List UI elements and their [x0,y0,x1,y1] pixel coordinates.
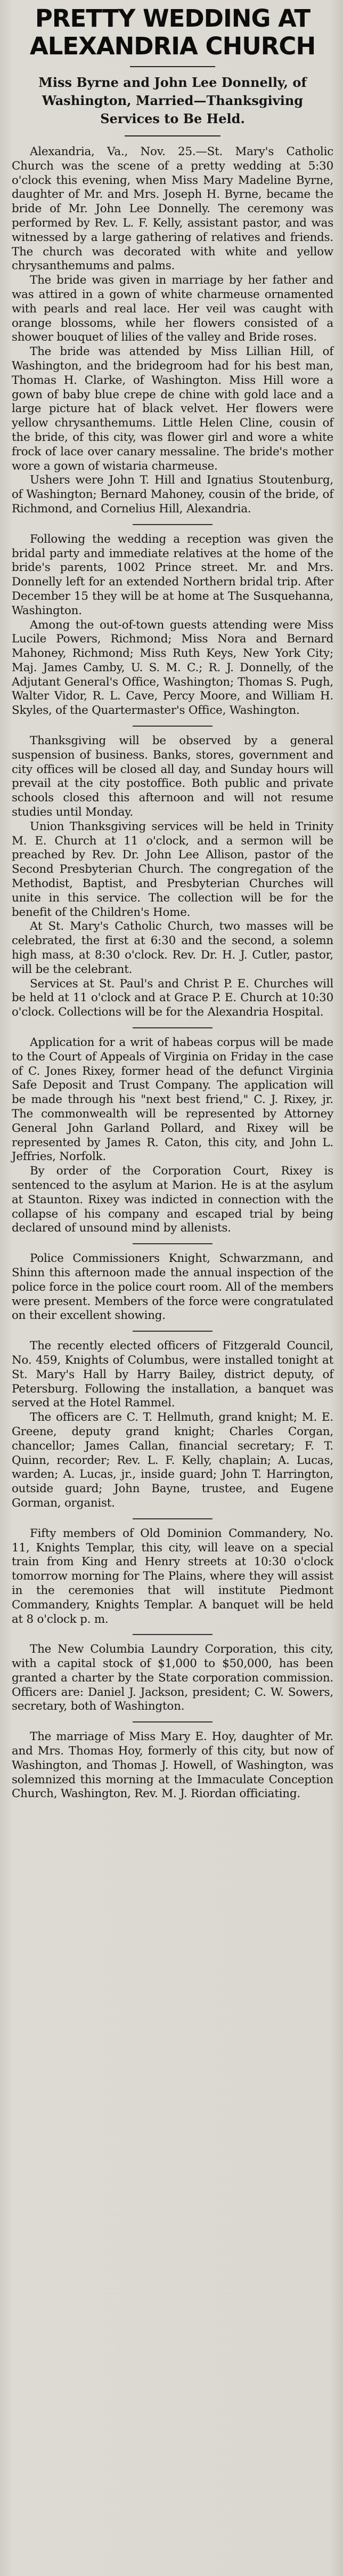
section-divider [133,726,213,727]
paragraph-wedding-intro: Alexandria, Va., Nov. 25.—St. Mary's Catholic Church was the scene of a pretty wedding at 5:30 o'clock this evening, when Miss Mary Madeline Byrne, daughter of Mr. and Mrs. Joseph H. Byrne, became the bride of Mr. John Lee Donnelly. The ceremony was performed by Rev. L. F. Kelly, assistant pastor, and was witnessed by a large gathering of relatives and friends. The church was decorated with white and yellow chrysanthemums and palms. [12,145,333,273]
paragraph-guests: Among the out-of-town guests attending were Miss Lucile Powers, Richmond; Miss Nora and Bernard Mahoney, Richmond; Miss Ruth Keys, New York City; Maj. James Camby, U. S. M. C.; R. J. Donnelly, of the Adjutant General's Office, Washington; Thomas S. Pugh, Walter Vidor, R. L. Cave, Percy Moore, and William H. Skyles, of the Quartermaster's Office, Washington. [12,618,333,718]
paragraph-union-services: Union Thanksgiving services will be held in Trinity M. E. Church at 11 o'clock, and a sermon will be preached by Rev. Dr. John Lee Allison, pastor of the Second Presbyterian Church. The congregation of the Methodist, Baptist, and Presbyterian Churches will unite in this service. The collection will be for the benefit of the Children's Home. [12,819,333,919]
section-divider [133,524,213,525]
paragraph-rixey-asylum: By order of the Corporation Court, Rixey is sentenced to the asylum at Marion. He is at the asylum at Staunton. Rixey was indicted in connection with the collapse of his company and escaped trial by being declared of unsound mind by allenists. [12,1164,333,1235]
paragraph-kofc-officers: The officers are C. T. Hellmuth, grand knight; M. E. Greene, deputy grand knight; Charles Corgan, chancellor; James Callan, financial secretary; F. T. Quinn, recorder; Rev. L. F. Kelly, chaplain; A. Lucas, warden; A. Lucas, jr., inside guard; John T. Harrington, outside guard; John Bayne, trustee, and Eugene Gorman, organist. [12,1411,333,1510]
paragraph-knights-columbus: The recently elected officers of Fitzgerald Council, No. 459, Knights of Columbus, were installed tonight at St. Mary's Hall by Harry Bailey, district deputy, of Petersburg. Following the installation, a banquet was served at the Hotel Rammel. [12,1339,333,1410]
deck-rule [125,135,220,136]
headline-line-2: ALEXANDRIA CHURCH [29,32,316,60]
headline-line-1: PRETTY WEDDING AT [35,4,311,33]
paragraph-ushers: Ushers were John T. Hill and Ignatius Stoutenburg, of Washington; Bernard Mahoney, cousin of the bride, of Richmond, and Cornelius Hill, Alexandria. [12,473,333,516]
paragraph-police-inspection: Police Commissioners Knight, Schwarzmann, and Shinn this afternoon made the annual inspection of the police force in the police court room. All of the members were present. Members of the force were congratulated on their excellent showing. [12,1252,333,1323]
paragraph-knights-templar: Fifty members of Old Dominion Commandery, No. 11, Knights Templar, this city, will leave on a special train from King and Henry streets at 10:30 o'clock tomorrow morning for The Plains, where they will assist in the ceremonies that will institute Piedmont Commandery, Knights Templar. A banquet will be held at 8 o'clock p. m. [12,1526,333,1626]
article-body [12,145,333,1801]
section-divider [133,1027,213,1028]
paragraph-hoy-howell-marriage: The marriage of Miss Mary E. Hoy, daughter of Mr. and Mrs. Thomas Hoy, formerly of this city, but now of Washington, and Thomas J. Howell, of Washington, was solemnized this morning at the Immaculate Conception Church, Washington, Rev. M. J. Riordan officiating. [12,1730,333,1801]
headline-rule [130,66,215,67]
paragraph-st-marys-masses: At St. Mary's Catholic Church, two masses will be celebrated, the first at 6:30 and the second, a solemn high mass, at 8:30 o'clock. Rev. Dr. H. J. Cutler, pastor, will be the celebrant. [12,920,333,976]
paragraph-thanksgiving: Thanksgiving will be observed by a general suspension of business. Banks, stores, government and city offices will be closed all day, and Sunday hours will prevail at the city postoffice. Both public and private schools closed this afternoon and will not resume studies until Monday. [12,734,333,819]
section-divider [133,1518,213,1519]
section-divider [133,1331,213,1332]
paragraph-reception: Following the wedding a reception was given the bridal party and immediate relatives at the home of the bride's parents, 1002 Prince street. Mr. and Mrs. Donnelly left for an extended Northern bridal trip. After December 15 they will be at home at The Susquehanna, Washington. [12,532,333,617]
paragraph-habeas-corpus: Application for a writ of habeas corpus will be made to the Court of Appeals of Virginia on Friday in the case of C. Jones Rixey, former head of the defunct Virginia Safe Deposit and Trust Company. The application will be made through his "next best friend," C. J. Rixey, jr. The commonwealth will be represented by Attorney General John Garland Pollard, and Rixey will be represented by James R. Caton, this city, and John L. Jeffries, Norfolk. [12,1036,333,1164]
section-divider [133,1243,213,1244]
paragraph-attendants: The bride was attended by Miss Lillian Hill, of Washington, and the bridegroom had for his best man, Thomas H. Clarke, of Washington. Miss Hill wore a gown of baby blue crepe de chine with gold lace and a large picture hat of black velvet. Her flowers were yellow chrysanthemums. Little Helen Cline, cousin of the bride, of this city, was flower girl and wore a white frock of lace over canary messaline. The bride's mother wore a gown of wistaria charmeuse. [12,345,333,473]
paragraph-bride-attire: The bride was given in marriage by her father and was attired in a gown of white charmeuse ornamented with pearls and real lace. Her veil was caught with orange blossoms, while her flowers consisted of a shower bouquet of lilies of the valley and Bride roses. [12,273,333,344]
deck-subheading: Miss Byrne and John Lee Donnelly, of Washington, Married—Thanksgiving Services to Be Held. [38,75,307,126]
paragraph-episcopal-services: Services at St. Paul's and Christ P. E. Churches will be held at 11 o'clock and at Grace P. E. Church at 10:30 o'clock. Collections will be for the Alexandria Hospital. [12,977,333,1019]
section-divider [133,1721,213,1722]
paragraph-laundry-charter: The New Columbia Laundry Corporation, this city, with a capital stock of $1,000 to $50,000, has been granted a charter by the State corporation commission. Officers are: Daniel J. Jackson, president; C. W. Sowers, secretary, both of Washington. [12,1643,333,1713]
section-divider [133,1634,213,1635]
